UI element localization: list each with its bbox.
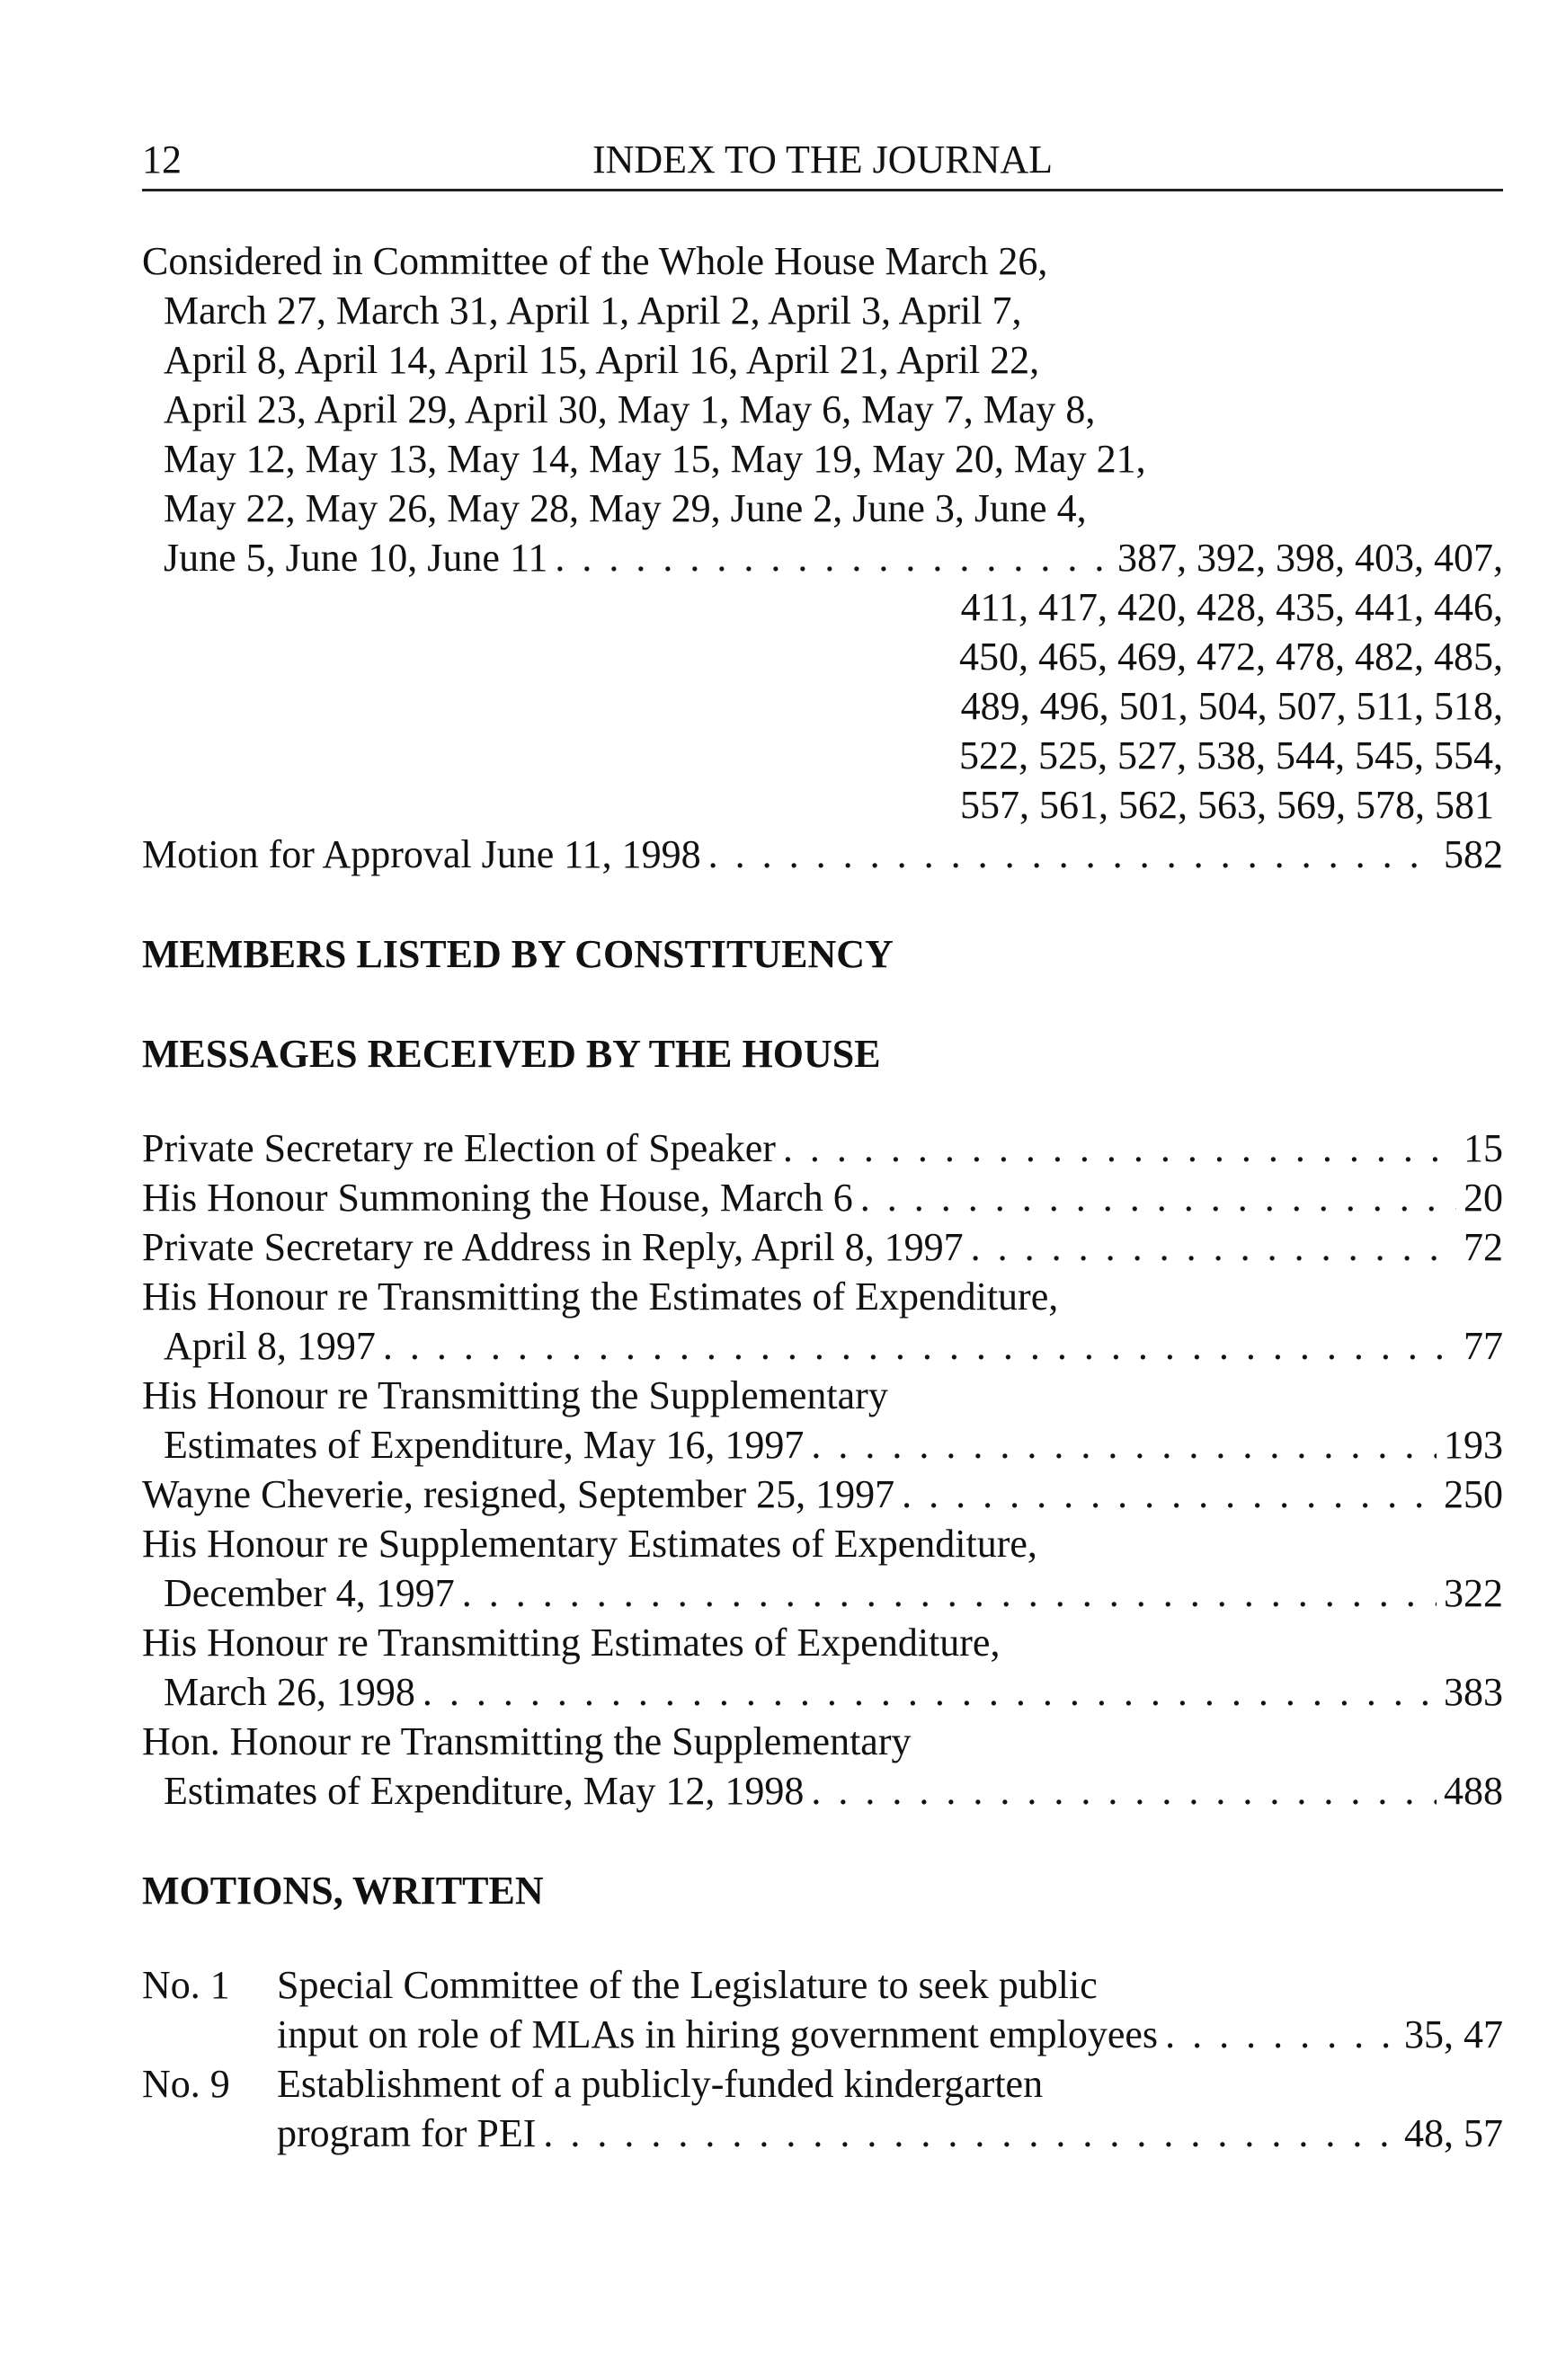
motion-line [142,2059,1503,2109]
motion-line [142,1960,1503,2010]
motion-text: Special Committee of the Legislature to seek public [277,1963,1098,2007]
page-refs: 193 [1444,1423,1503,1467]
dot-leader [1165,2010,1397,2059]
entry-text: Hon. Honour re Transmitting the Supplementary [142,1719,912,1763]
entry-text: March 26, 1998 [164,1670,415,1714]
dot-leader [902,1470,1437,1519]
page-refs: 77 [1464,1324,1503,1368]
entry-line [142,1618,1503,1667]
motion-entry [142,2059,1503,2158]
dot-leader [555,533,1110,582]
page-refs-line: 450, 465, 469, 472, 478, 482, 485, [959,635,1503,679]
message-entry [142,1123,1503,1173]
entry-text: December 4, 1997 [164,1571,455,1615]
dot-leader [543,2109,1397,2158]
section-heading-members: MEMBERS LISTED BY CONSTITUENCY [142,932,894,976]
committee-line: March 27, March 31, April 1, April 2, April 3, April 7, [164,289,1022,333]
dot-leader [860,1173,1456,1222]
message-entry [142,1222,1503,1272]
motion-line-last [142,2010,1503,2059]
page-refs: 488 [1444,1769,1503,1813]
committee-line: May 12, May 13, May 14, May 15, May 19, May 20, May 21, [164,437,1146,481]
message-entry [142,1519,1503,1618]
page-refs-line: 411, 417, 420, 428, 435, 441, 446, [960,585,1503,629]
section-heading-motions: MOTIONS, WRITTEN [142,1869,544,1913]
page-refs: 48, 57 [1404,2111,1503,2155]
committee-line-last: June 5, June 10, June 11 . . . 387, 392, 398, 403, 407, [142,533,1503,582]
entry-line-last [142,1222,1503,1272]
page-refs: 383 [1444,1670,1503,1714]
entry-line-last [142,1766,1503,1816]
entry-line-last [142,1321,1503,1371]
entry-line-last [142,1568,1503,1618]
page-refs-line: 489, 496, 501, 504, 507, 511, 518, [960,684,1503,728]
entry-text: His Honour re Transmitting Estimates of Expenditure, [142,1621,1001,1665]
page-refs: 72 [1464,1225,1503,1269]
index-page [142,135,1503,2158]
entry-text: His Honour re Transmitting the Estimates of Expenditure, [142,1274,1059,1319]
dot-leader [462,1568,1437,1618]
page-refs: 582 [1444,832,1503,876]
message-entry [142,1371,1503,1470]
motion-line-last [142,2109,1503,2158]
entry-text: Estimates of Expenditure, May 12, 1998 [164,1769,805,1813]
entry-line [142,1717,1503,1766]
entry-line-last [142,1123,1503,1173]
entry-text: Private Secretary re Election of Speaker [142,1126,776,1170]
entry-line-last [142,1470,1503,1519]
entry-line-last [142,1173,1503,1222]
entry-line [142,1272,1503,1321]
motion-text: input on role of MLAs in hiring government employees [277,2012,1159,2056]
entry-text: Private Secretary re Address in Reply, April 8, 1997 [142,1225,964,1269]
message-entry [142,1173,1503,1222]
committee-line: April 8, April 14, April 15, April 16, April 21, April 22, [164,338,1040,382]
motion-text: Establishment of a publicly-funded kindergarten [277,2062,1044,2106]
dot-leader [971,1222,1456,1272]
entry-text: His Honour re Transmitting the Supplementary [142,1373,888,1417]
entry-text: His Honour Summoning the House, March 6 [142,1176,853,1220]
committee-line: April 23, April 29, April 30, May 1, May 6, May 7, May 8, [164,387,1096,431]
entry-line [142,1371,1503,1420]
page-refs-line: 557, 561, 562, 563, 569, 578, 581 [960,783,1494,827]
entry-text: Wayne Cheverie, resigned, September 25, 1997 [142,1472,895,1516]
page-refs: 15 [1464,1126,1503,1170]
message-entry [142,1272,1503,1371]
message-entry [142,1470,1503,1519]
dot-leader [708,830,1437,879]
page-refs: 20 [1464,1176,1503,1220]
page-header [142,135,1503,191]
committee-entry [142,236,1503,879]
running-title: INDEX TO THE JOURNAL [592,138,1054,182]
motion-number: No. 1 [142,1963,230,2007]
entry-line-last [142,1420,1503,1470]
committee-line: May 22, May 26, May 28, May 29, June 2, June 3, June 4, [164,486,1087,530]
page-refs-line: 522, 525, 527, 538, 544, 545, 554, [959,733,1503,777]
dot-leader [811,1766,1437,1816]
message-entry [142,1618,1503,1717]
messages-list [142,1123,1503,1816]
page-refs: 387, 392, 398, 403, 407, [1117,536,1503,580]
motion-text: program for PEI [277,2111,537,2155]
page-refs: 250 [1444,1472,1503,1516]
entry-text: His Honour re Supplementary Estimates of Expenditure, [142,1522,1037,1566]
entry-text: Estimates of Expenditure, May 16, 1997 [164,1423,805,1467]
committee-line: Considered in Committee of the Whole House March 26, [142,239,1048,283]
page-refs: 322 [1444,1571,1503,1615]
dot-leader [783,1123,1456,1173]
dot-leader [383,1321,1456,1371]
section-heading-messages: MESSAGES RECEIVED BY THE HOUSE [142,1032,881,1076]
message-entry [142,1717,1503,1816]
dot-leader [811,1420,1437,1470]
entry-line [142,1519,1503,1568]
motion-entry [142,1960,1503,2059]
dot-leader [423,1667,1437,1717]
page-number: 12 [142,138,182,182]
entry-line-last [142,1667,1503,1717]
motions-list [142,1960,1503,2158]
approval-line: Motion for Approval June 11, 1998 . . . 582 [142,830,1503,879]
motion-number: No. 9 [142,2062,230,2106]
entry-text: April 8, 1997 [164,1324,376,1368]
page-refs: 35, 47 [1404,2012,1503,2056]
